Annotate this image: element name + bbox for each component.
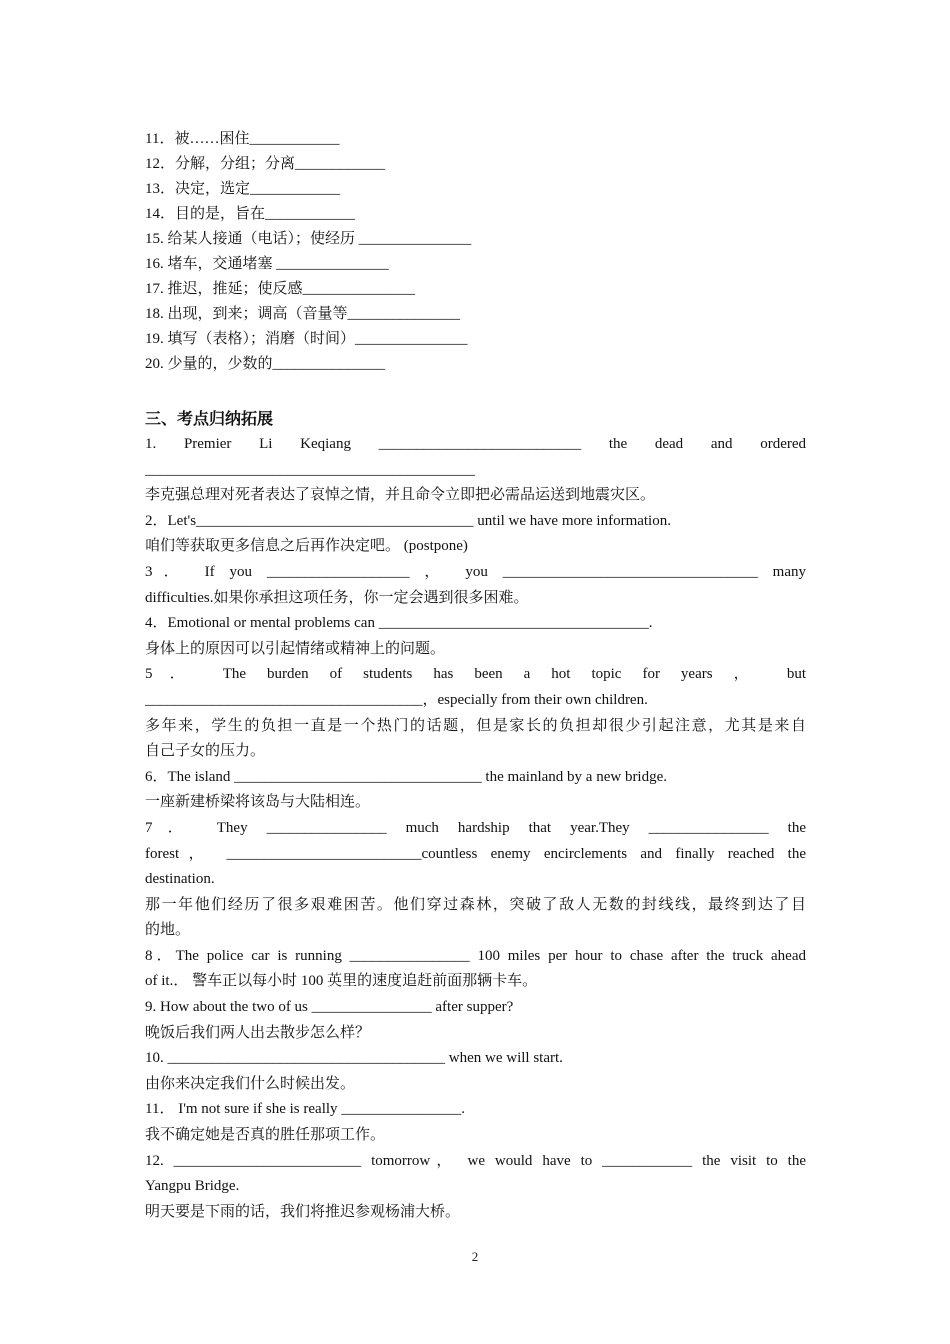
exercise-line: 10. _____________________________________ when we will start. [145, 1050, 563, 1067]
exercise-line: 李克强总理对死者表达了哀悼之情，并且命令立即把必需品运送到地震灾区。 [145, 487, 656, 504]
vocab-item: 12．分解，分组；分离____________ [145, 156, 386, 172]
vocab-item: 13．决定，选定____________ [145, 181, 341, 197]
exercise-line: of it.． 警车正以每小时 100 英里的速度追赶前面那辆卡车。 [145, 973, 538, 990]
vocab-item: 17. 推迟，推延；使反感_______________ [145, 281, 416, 297]
exercise-line: 9. How about the two of us ________________ after supper? [145, 999, 514, 1016]
vocab-item: 14．目的是，旨在____________ [145, 206, 356, 222]
exercise-line: destination. [145, 871, 215, 888]
exercise-line: 明天要是下雨的话，我们将推迟参观杨浦大桥。 [145, 1203, 461, 1220]
exercise-line: 由你来决定我们什么时候出发。 [145, 1075, 356, 1092]
vocab-item: 11．被……困住____________ [145, 131, 340, 147]
page-number: 2 [471, 1249, 479, 1264]
vocabulary-list [145, 130, 545, 380]
exercise-line: 的地。 [145, 922, 191, 939]
exercise-line: difficulties.如果你承担这项任务，你一定会遇到很多困难。 [145, 589, 529, 606]
exercise-list [145, 432, 806, 1225]
exercise-line: 一座新建桥梁将该岛与大陆相连。 [145, 794, 371, 811]
vocab-item: 16. 堵车，交通堵塞 _______________ [145, 256, 389, 272]
exercise-line: Yangpu Bridge. [145, 1178, 240, 1195]
section-title: 三、考点归纳拓展 [145, 409, 274, 428]
exercise-line: 5． The burden of students has been a hot topic for years ， but [145, 666, 806, 683]
exercise-line: 身体上的原因可以引起情绪或精神上的问题。 [145, 640, 446, 657]
exercise-line: 2．Let's_____________________________________ until we have more information. [145, 512, 671, 529]
exercise-line: ____________________________________________ [145, 461, 475, 478]
vocab-item: 20. 少量的，少数的_______________ [145, 356, 386, 372]
exercise-line: forest， __________________________countless enemy encirclements and finally reached the [145, 845, 806, 862]
exercise-line: 7． They ________________ much hardship that year.They ________________ the [145, 819, 806, 836]
exercise-line: 6．The island _________________________________ the mainland by a new bridge. [145, 768, 668, 785]
exercise-line: 12. _________________________ tomorrow， we would have to ____________ the visit to the [145, 1152, 806, 1169]
exercise-line: 我不确定她是否真的胜任那项工作。 [145, 1127, 386, 1144]
exercise-line: 8．The police car is running ________________ 100 miles per hour to chase after the truck ahead [145, 947, 806, 964]
exercise-line: 3． If you ___________________ ， you __________________________________ many [145, 563, 806, 580]
exercise-line: 多年来，学生的负担一直是一个热门的话题，但是家长的负担却很少引起注意，尤其是来自 [145, 717, 806, 734]
exercise-line: 4．Emotional or mental problems can ____________________________________. [145, 615, 653, 632]
exercise-line: 1. Premier Li Keqiang ___________________________ the dead and ordered [145, 436, 806, 452]
vocab-item: 15. 给某人接通（电话）；使经历 _______________ [145, 231, 472, 247]
vocab-item: 18. 出现，到来；调高（音量等_______________ [145, 306, 461, 322]
exercise-line: 自己子女的压力。 [145, 743, 266, 760]
exercise-line: 那一年他们经历了很多艰难困苦。他们穿过森林，突破了敌人无数的封线线，最终到达了目 [145, 896, 806, 913]
vocab-item: 19. 填写（表格）；消磨（时间）_______________ [145, 331, 468, 347]
exercise-line: _____________________________________，especially from their own children. [145, 691, 648, 708]
exercise-line: 晚饭后我们两人出去散步怎么样？ [145, 1024, 371, 1041]
exercise-line: 11． I'm not sure if she is really ________________. [145, 1101, 466, 1118]
exercise-line: 咱们等获取更多信息之后再作决定吧。 (postpone) [145, 538, 468, 555]
